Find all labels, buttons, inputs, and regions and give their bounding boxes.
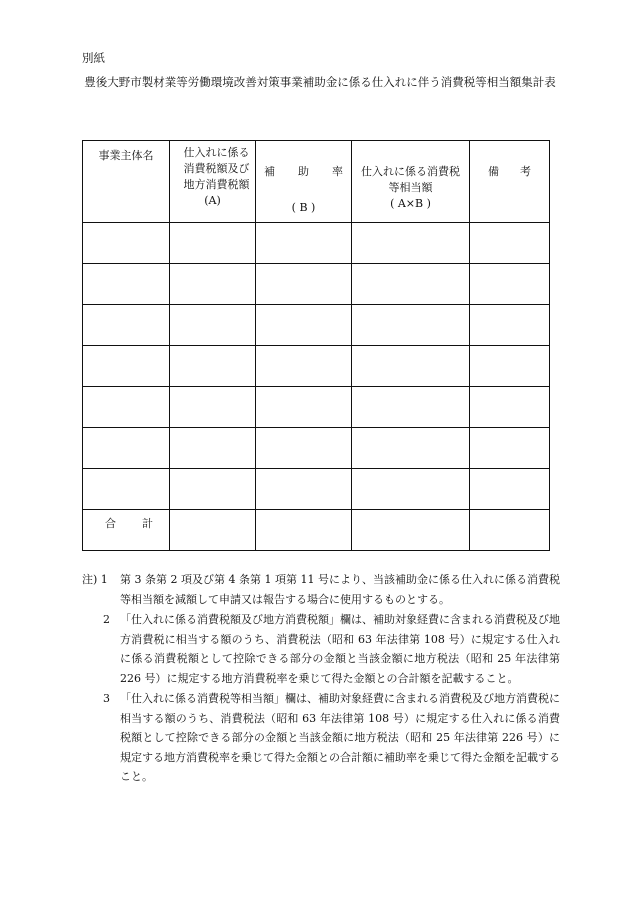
cell-subsidy-rate (256, 387, 352, 428)
cell-tax-equivalent (352, 223, 470, 264)
table-row (83, 264, 550, 305)
cell-tax-amount (170, 469, 256, 510)
cell-remarks (470, 387, 550, 428)
cell-subsidy-rate (256, 264, 352, 305)
cell-subsidy-rate (256, 428, 352, 469)
header-tax-line2: 消費税額及び (183, 162, 250, 175)
total-char: 計 (142, 517, 153, 530)
cell-remarks (470, 346, 550, 387)
note-item (82, 570, 560, 609)
cell-entity (83, 346, 170, 387)
cell-tax-equivalent (352, 346, 470, 387)
note-text: 第 3 条第 2 項及び第 4 条第 1 項第 11 号により、当該補助金に係る仕入れに係る消費税等相当額を減額して申請又は報告する場合に使用するものとする。 (120, 573, 560, 606)
note-text: 「仕入れに係る消費税額及び地方消費税額」欄は、補助対象経費に含まれる消費税及び地方消費税に相当する額のうち、消費税法（昭和 63 年法律第 108 号）に規定する仕入れに係る消費税額として控除できる部分の金額と当該金額に地方税法（昭和 25 年法律第 226 号）に規定する地方消費税率を乗じて得た金額との合計額を記載すること。 (120, 613, 560, 685)
total-char: 合 (105, 517, 116, 530)
cell-entity (83, 469, 170, 510)
cell-subsidy-rate (256, 305, 352, 346)
header-rate-char: 補 (264, 165, 275, 178)
cell-entity (83, 387, 170, 428)
cell-tax-equivalent (352, 387, 470, 428)
header-rate-line2: ( B ) (291, 201, 316, 214)
cell-tax-equivalent (352, 428, 470, 469)
cell-tax-amount (170, 387, 256, 428)
cell-entity (83, 264, 170, 305)
cell-total-remarks (470, 510, 550, 551)
cell-tax-amount (170, 346, 256, 387)
cell-tax-amount (170, 305, 256, 346)
cell-tax-amount (170, 264, 256, 305)
header-tax-line4: (A) (204, 194, 221, 207)
cell-tax-amount (170, 223, 256, 264)
cell-remarks (470, 223, 550, 264)
header-remarks (470, 141, 550, 223)
header-tax-line1: 仕入れに係る (183, 146, 250, 159)
header-equiv-line3: ( A×B ) (390, 197, 431, 210)
note-item (82, 689, 560, 787)
cell-tax-equivalent (352, 469, 470, 510)
cell-remarks (470, 469, 550, 510)
header-rate-char: 助 (298, 165, 309, 178)
cell-total-label (83, 510, 170, 551)
summary-table (82, 140, 550, 551)
note-text: 「仕入れに係る消費税等相当額」欄は、補助対象経費に含まれる消費税及び地方消費税に相当する額のうち、消費税法（昭和 63 年法律第 108 号）に規定する仕入れに係る消費税額として控除できる部分の金額と当該金額に地方税法（昭和 25 年法律第 226 号）に規定する地方消費税率を乗じて得た金額との合計額に補助率を乗じて得た金額を記載すること。 (120, 692, 560, 783)
header-subsidy-rate (256, 141, 352, 223)
cell-remarks (470, 305, 550, 346)
total-row (83, 510, 550, 551)
document-title: 豊後大野市製材業等労働環境改善対策事業補助金に係る仕入れに伴う消費税等相当額集計表 (84, 75, 556, 89)
cell-entity (83, 223, 170, 264)
table-row (83, 469, 550, 510)
cell-tax-equivalent (352, 264, 470, 305)
cell-total-tax-equivalent (352, 510, 470, 551)
document-label: 別紙 (82, 51, 105, 65)
header-tax-line3: 地方消費税額 (183, 178, 250, 191)
header-remarks-char: 備 (488, 165, 499, 178)
header-remarks-char: 考 (520, 165, 531, 178)
header-tax-equivalent (352, 141, 470, 223)
header-row (83, 141, 550, 223)
cell-subsidy-rate (256, 469, 352, 510)
table-row (83, 387, 550, 428)
header-equiv-line1: 仕入れに係る消費税 (361, 165, 460, 178)
header-rate-line1 (256, 141, 351, 180)
notes-section (82, 570, 560, 788)
cell-tax-amount (170, 428, 256, 469)
table-row (83, 305, 550, 346)
cell-tax-equivalent (352, 305, 470, 346)
cell-total-subsidy-rate (256, 510, 352, 551)
note-number: 2 (103, 613, 110, 626)
table-row (83, 346, 550, 387)
note-number: 3 (103, 692, 110, 705)
header-equiv-line2: 等相当額 (388, 181, 433, 194)
header-rate-char: 率 (332, 165, 343, 178)
table-row (83, 223, 550, 264)
cell-subsidy-rate (256, 346, 352, 387)
cell-entity (83, 305, 170, 346)
note-item (82, 610, 560, 688)
header-entity (83, 141, 170, 223)
header-remarks-label (470, 141, 549, 180)
note-number: 注) 1 (82, 573, 108, 586)
header-entity-label: 事業主体名 (98, 149, 154, 162)
cell-remarks (470, 428, 550, 469)
total-label (83, 510, 169, 532)
cell-remarks (470, 264, 550, 305)
cell-subsidy-rate (256, 223, 352, 264)
cell-total-tax-amount (170, 510, 256, 551)
header-tax-amount (170, 141, 256, 223)
cell-entity (83, 428, 170, 469)
table-row (83, 428, 550, 469)
